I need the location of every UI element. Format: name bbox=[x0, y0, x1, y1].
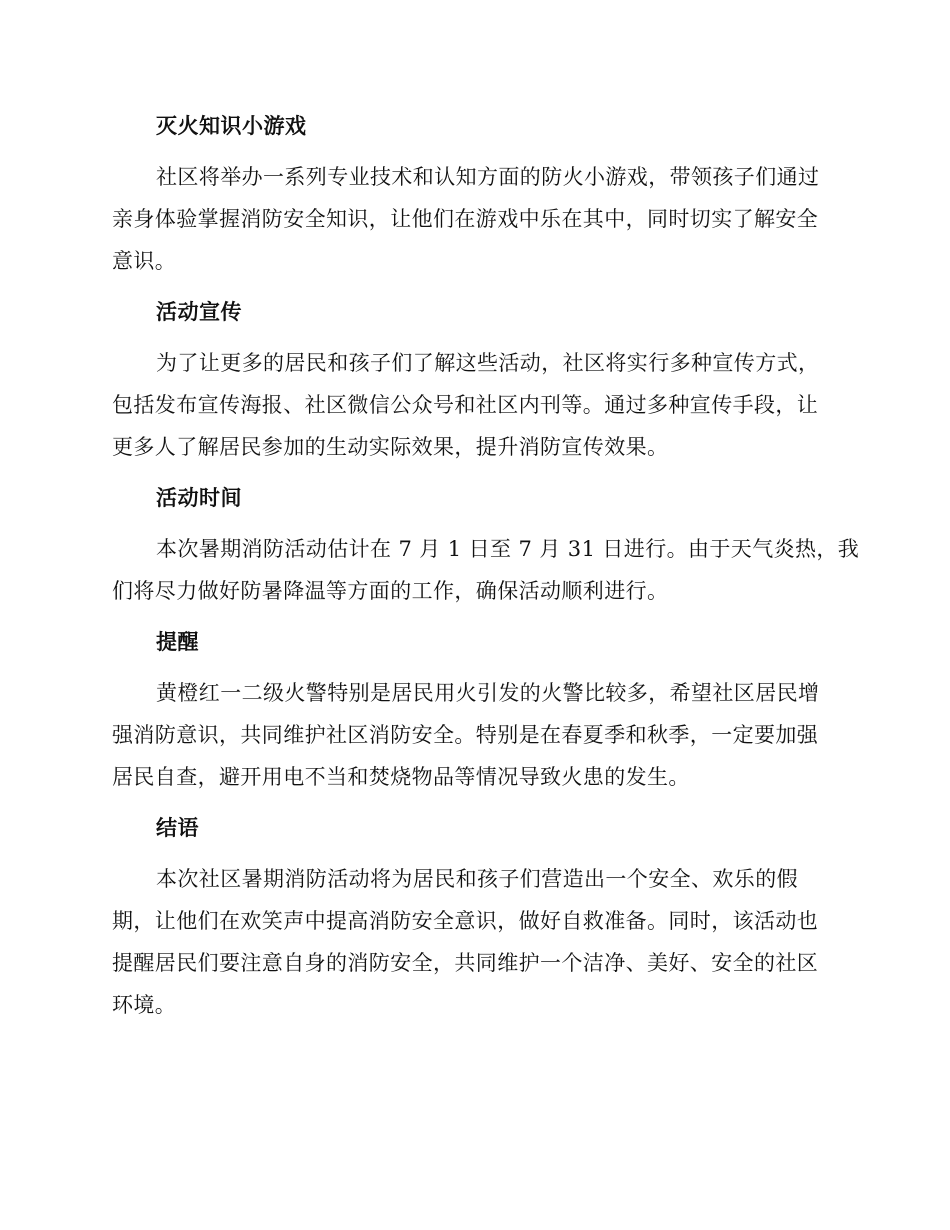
paragraph-line: 本次暑期消防活动估计在 7 月 1 日至 7 月 31 日进行。由于天气炎热，我 bbox=[156, 537, 860, 561]
paragraph-line: 包括发布宣传海报、社区微信公众号和社区内刊等。通过多种宣传手段，让 bbox=[112, 393, 819, 417]
paragraph-line: 为了让更多的居民和孩子们了解这些活动，社区将实行多种宣传方式， bbox=[156, 351, 820, 375]
section-heading: 活动时间 bbox=[156, 486, 242, 510]
section-paragraph bbox=[112, 858, 834, 1026]
paragraph-line: 黄橙红一二级火警特别是居民用火引发的火警比较多，希望社区居民增 bbox=[156, 681, 820, 705]
section-paragraph bbox=[112, 342, 834, 468]
section-fire-knowledge-game bbox=[112, 108, 834, 282]
document-body bbox=[112, 108, 860, 1038]
section-heading: 结语 bbox=[156, 816, 199, 840]
paragraph-line: 更多人了解居民参加的生动实际效果，提升消防宣传效果。 bbox=[112, 435, 669, 459]
paragraph-line: 社区将举办一系列专业技术和认知方面的防火小游戏，带领孩子们通过 bbox=[156, 165, 820, 189]
section-conclusion bbox=[112, 810, 834, 1026]
section-paragraph bbox=[112, 528, 860, 612]
paragraph-line: 环境。 bbox=[112, 993, 177, 1017]
section-heading: 灭火知识小游戏 bbox=[156, 114, 307, 138]
section-heading: 提醒 bbox=[156, 630, 199, 654]
paragraph-line: 们将尽力做好防暑降温等方面的工作，确保活动顺利进行。 bbox=[112, 579, 669, 603]
section-paragraph bbox=[112, 156, 834, 282]
paragraph-line: 强消防意识，共同维护社区消防安全。特别是在春夏季和秋季，一定要加强 bbox=[112, 723, 819, 747]
paragraph-line: 期，让他们在欢笑声中提高消防安全意识，做好自救准备。同时，该活动也 bbox=[112, 909, 819, 933]
paragraph-line: 提醒居民们要注意自身的消防安全，共同维护一个洁净、美好、安全的社区 bbox=[112, 951, 819, 975]
section-reminder bbox=[112, 624, 834, 798]
section-paragraph bbox=[112, 672, 834, 798]
section-schedule bbox=[112, 480, 860, 612]
section-heading: 活动宣传 bbox=[156, 300, 242, 324]
paragraph-line: 居民自查，避开用电不当和焚烧物品等情况导致火患的发生。 bbox=[112, 765, 690, 789]
section-publicity bbox=[112, 294, 834, 468]
paragraph-line: 本次社区暑期消防活动将为居民和孩子们营造出一个安全、欢乐的假 bbox=[156, 867, 798, 891]
paragraph-line: 亲身体验掌握消防安全知识，让他们在游戏中乐在其中，同时切实了解安全 bbox=[112, 207, 819, 231]
paragraph-line: 意识。 bbox=[112, 249, 177, 273]
